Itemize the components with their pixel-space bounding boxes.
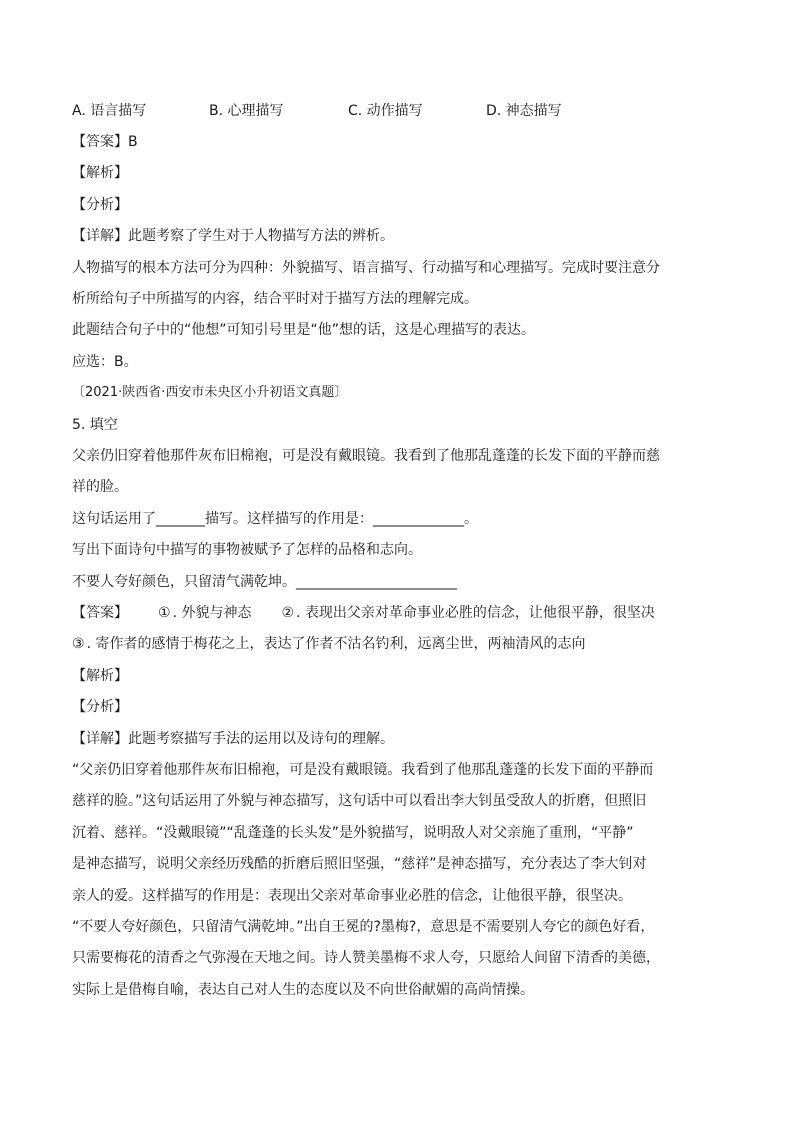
q5-analysis-heading: 【解析】 bbox=[72, 668, 128, 684]
q5-detail-line-3: 沉着、慈祥。“没戴眼镜”“乱蓬蓬的长头发”是外貌描写，说明敌人对父亲施了重刑，“平静” bbox=[72, 825, 634, 841]
q5-question-2: 写出下面诗句中描写的事物被赋予了怎样的品格和志向。 bbox=[72, 542, 422, 558]
answer-2-marker: ② bbox=[281, 605, 295, 621]
option-c: C. 动作描写 bbox=[348, 103, 423, 119]
q5-question-1: 这句话运用了_______描写。这样描写的作用是：_____________。 bbox=[72, 511, 478, 527]
q5-detail: 【详解】此题考察描写手法的运用以及诗句的理解。 bbox=[72, 731, 394, 747]
option-b: B. 心理描写 bbox=[209, 103, 284, 119]
q5-detail-line-7: 只需要梅花的清香之气弥漫在天地之间。诗人赞美墨梅不求人夸，只愿给人间留下清香的美德， bbox=[72, 950, 660, 966]
q5-title: 5. 填空 bbox=[72, 417, 118, 433]
q5-detail-line-1: “父亲仍旧穿着他那件灰布旧棉袍，可是没有戴眼镜。我看到了他那乱蓬蓬的长发下面的平静而 bbox=[72, 762, 654, 778]
answer-2-text: . 表现出父亲对革命事业必胜的信念，让他很平静，很坚决 bbox=[296, 605, 655, 621]
q5-passage-line-2: 祥的脸。 bbox=[72, 479, 128, 495]
q4-paragraph-2: 析所给句子中所描写的内容，结合平时对于描写方法的理解完成。 bbox=[72, 291, 478, 307]
answer-1-text: . 外貌与神态 bbox=[172, 605, 252, 621]
q5-answer-row-2 bbox=[72, 634, 585, 654]
q5-detail-line-4: 是神态描写，说明父亲经历残酷的折磨后照旧坚强，“慈祥”是神态描写，充分表达了李大钊对 bbox=[72, 856, 647, 872]
q5-question-3: 不要人夸好颜色，只留清气满乾坤。_______________________ bbox=[72, 574, 457, 590]
option-a: A. 语言描写 bbox=[72, 103, 147, 119]
q4-detail: 【详解】此题考察了学生对于人物描写方法的辨析。 bbox=[72, 228, 394, 244]
q5-passage-line-1: 父亲仍旧穿着他那件灰布旧棉袍，可是没有戴眼镜。我看到了他那乱蓬蓬的长发下面的平静而慈 bbox=[72, 448, 660, 464]
q4-analysis-heading: 【解析】 bbox=[72, 165, 128, 181]
q4-fenxi-heading: 【分析】 bbox=[72, 197, 128, 213]
q5-source: 〔2021·陕西省·西安市未央区小升初语文真题〕 bbox=[72, 385, 348, 400]
q5-detail-line-6: “不要人夸好颜色，只留清气满乾坤。”出自王冕的?墨梅?，意思是不需要别人夸它的颜色好看， bbox=[72, 919, 655, 935]
answer-3-marker: ③ bbox=[72, 636, 85, 652]
q5-answer-label: 【答案】 bbox=[72, 605, 128, 621]
option-d: D. 神态描写 bbox=[486, 103, 562, 119]
q4-answer: 【答案】B bbox=[72, 134, 138, 150]
answer-3-text: . 寄作者的感情于梅花之上，表达了作者不沽名钓利，远离尘世，两袖清风的志向 bbox=[86, 636, 586, 652]
answer-1-marker: ① bbox=[158, 605, 171, 621]
q4-paragraph-1: 人物描写的根本方法可分为四种：外貌描写、语言描写、行动描写和心理描写。完成时要注意分 bbox=[72, 260, 660, 276]
q5-detail-line-8: 实际上是借梅自喻，表达自己对人生的态度以及不向世俗献媚的高尚情操。 bbox=[72, 982, 534, 998]
q5-detail-line-5: 亲人的爱。这样描写的作用是：表现出父亲对革命事业必胜的信念，让他很平静，很坚决。 bbox=[72, 888, 632, 904]
q4-paragraph-3: 此题结合句子中的“他想”可知引号里是“他”想的话，这是心理描写的表达。 bbox=[72, 322, 536, 338]
q5-detail-line-2: 慈祥的脸。”这句话运用了外貌与神态描写，这句话中可以看出李大钊虽受敌人的折磨，但照旧 bbox=[72, 793, 647, 809]
q5-answer-row bbox=[72, 603, 655, 623]
q5-fenxi-heading: 【分析】 bbox=[72, 699, 128, 715]
q4-paragraph-4: 应选：B。 bbox=[72, 354, 138, 370]
